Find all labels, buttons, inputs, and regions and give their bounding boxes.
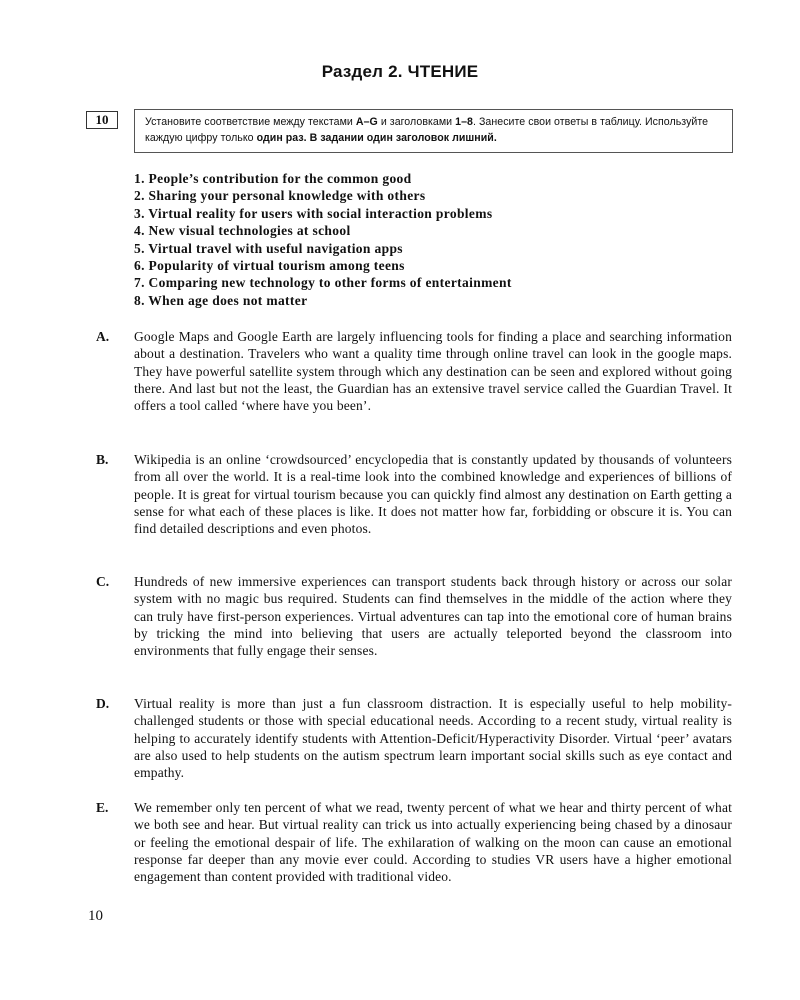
heading-item: 7. Comparing new technology to other forms of entertainment	[134, 275, 512, 291]
text-body: Wikipedia is an online ‘crowdsourced’ encyclopedia that is constantly updated by thousands of volunteers from all over the world. It is a real-time look into the combined knowledge and experiences of billions of people. It is great for virtual tourism because you can quickly find almost any destination on Earth getting a sense for what each of these places is like. It does not matter how far, forbidding or obscure it is. You can find detailed descriptions and even photos.	[134, 452, 732, 537]
text-letter: B.	[96, 452, 109, 467]
heading-item: 4. New visual technologies at school	[134, 223, 351, 239]
text-letter: E.	[96, 800, 109, 815]
section-title: Раздел 2. ЧТЕНИЕ	[321, 62, 479, 81]
text-body: Hundreds of new immersive experiences can transport students back through history or across our solar system with no magic bus required. Students can find themselves in the middle of the action where they can truly have first-person experiences. Virtual adventures can tap into the emotional core of human brains by tricking the mind into believing that users are actually teleported beyond the classroom into environments that fully engage their senses.	[134, 574, 732, 659]
heading-item: 3. Virtual reality for users with social interaction problems	[134, 205, 493, 221]
instruction-bold-texts-range: A–G	[355, 116, 378, 128]
page-number: 10	[88, 908, 103, 924]
heading-item: 5. Virtual travel with useful navigation apps	[134, 240, 403, 256]
task-instruction-box	[134, 109, 733, 153]
text-body: Google Maps and Google Earth are largely influencing tools for finding a place and searching information about a destination. Travelers who want a quality time through online travel can look in the google maps. They have powerful satellite system through which any destination can be seen and explored without going there. And last but not the least, the Guardian has an extensive travel service called the Guardian Travel. It offers a tool called ‘where have you been’.	[134, 329, 732, 414]
instruction-text: и заголовками	[377, 116, 456, 128]
text-body: Virtual reality is more than just a fun classroom distraction. It is especially useful to help mobility-challenged students or those with special educational needs. According to a recent study, virtual reality is helping to accurately identify students with Attention-Deficit/Hyperactivity Disorder. Virtual ‘peer’ avatars are also used to help students on the autism spectrum learn important social skills such as eye contact and empathy.	[134, 696, 732, 781]
heading-item: 2. Sharing your personal knowledge with others	[134, 188, 426, 204]
instruction-bold-rule: один раз. В задании один заголовок лишний.	[256, 131, 497, 144]
task-number-box: 10	[86, 111, 118, 129]
heading-item: 6. Popularity of virtual tourism among teens	[134, 258, 405, 274]
heading-item: 1. People’s contribution for the common good	[134, 171, 412, 186]
text-letter: C.	[96, 574, 110, 589]
heading-item: 8. When age does not matter	[134, 292, 308, 308]
text-body: We remember only ten percent of what we read, twenty percent of what we hear and thirty percent of what we both see and hear. But virtual reality can trick us into actually experiencing being chased by a dinosaur or feeling the emotional despair of life. The exhilaration of walking on the moon can cause an emotional response far deeper than any movie ever could. According to studies VR users have a higher emotional engagement than content provided with traditional video.	[134, 800, 732, 885]
headings-list	[134, 170, 512, 309]
text-letter: A.	[96, 329, 110, 344]
instruction-text: Установите соответствие между текстами	[145, 116, 356, 128]
text-letter: D.	[96, 696, 110, 711]
instruction-bold-headings-range: 1–8	[455, 116, 473, 128]
instruction-text: . Занесите свои ответы в таблицу. Используйте каждую цифру только	[145, 116, 709, 144]
